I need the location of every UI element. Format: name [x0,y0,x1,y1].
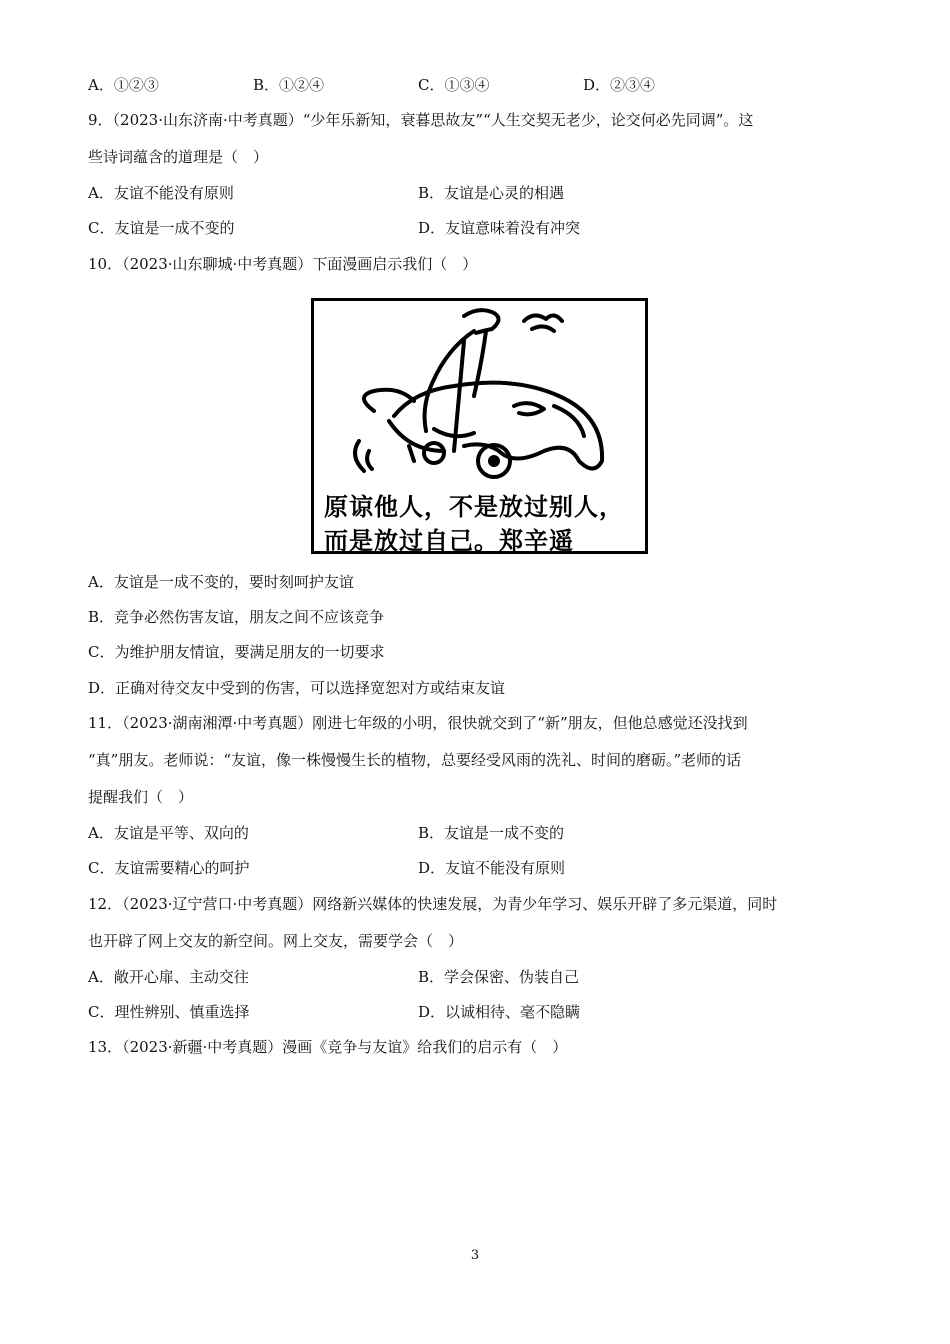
q10-option-c: C．为维护朋友情谊，要满足朋友的一切要求 [88,643,385,661]
q13-stem: 13．（2023·新疆·中考真题）漫画《竞争与友谊》给我们的启示有（ ） [88,1038,568,1056]
q12-stem-line2: 也开辟了网上交友的新空间。网上交友，需要学会（ ） [88,932,464,950]
q8-option-b: B．①②④ [253,76,325,94]
q9-option-d: D．友谊意味着没有冲突 [418,219,581,237]
q10-option-d: D．正确对待交友中受到的伤害，可以选择宽恕对方或结束友谊 [88,679,506,697]
q8-option-a: A．①②③ [88,76,159,94]
q12-option-a: A．敞开心扉、主动交往 [88,968,249,986]
cartoon-drawing [314,301,645,491]
q11-option-c: C．友谊需要精心的呵护 [88,859,250,877]
q11-stem-line1: 11．（2023·湖南湘潭·中考真题）刚进七年级的小明，很快就交到了“新”朋友，但他总感觉还没找到 [88,714,748,732]
cartoon-caption-line1: 原谅他人，不是放过别人， [324,493,624,521]
q12-option-b: B．学会保密、伪装自己 [418,968,580,986]
q11-stem-line2: “真”朋友。老师说：“友谊，像一株慢慢生长的植物，总要经受风雨的洗礼、时间的磨砺。”老师的话 [88,751,742,769]
q12-stem-line1: 12．（2023·辽宁营口·中考真题）网络新兴媒体的快速发展，为青少年学习、娱乐开辟了多元渠道，同时 [88,895,778,913]
q12-option-d: D．以诚相待、毫不隐瞒 [418,1003,581,1021]
q10-option-b: B．竞争必然伤害友谊，朋友之间不应该竞争 [88,608,385,626]
q10-stem: 10．（2023·山东聊城·中考真题）下面漫画启示我们（ ） [88,255,478,273]
q10-option-a: A．友谊是一成不变的，要时刻呵护友谊 [88,573,354,591]
q11-stem-line3: 提醒我们（ ） [88,788,194,806]
cartoon-caption-line2: 而是放过自己。郑辛遥 [324,527,574,555]
q9-option-c: C．友谊是一成不变的 [88,219,235,237]
page-number: 3 [470,1248,480,1263]
q9-option-b: B．友谊是心灵的相遇 [418,184,565,202]
q11-option-a: A．友谊是平等、双向的 [88,824,249,842]
q9-stem-line2: 些诗词蕴含的道理是（ ） [88,148,269,166]
q8-option-d: D．②③④ [583,76,656,94]
q12-option-c: C．理性辨别、慎重选择 [88,1003,250,1021]
q9-option-a: A．友谊不能没有原则 [88,184,234,202]
cartoon-image [311,298,648,554]
q11-option-d: D．友谊不能没有原则 [418,859,566,877]
q11-option-b: B．友谊是一成不变的 [418,824,565,842]
q8-option-c: C．①③④ [418,76,490,94]
q9-stem-line1: 9．（2023·山东济南·中考真题）“少年乐新知，衰暮思故友”“人生交契无老少，论交何必先同调”。这 [88,111,754,129]
